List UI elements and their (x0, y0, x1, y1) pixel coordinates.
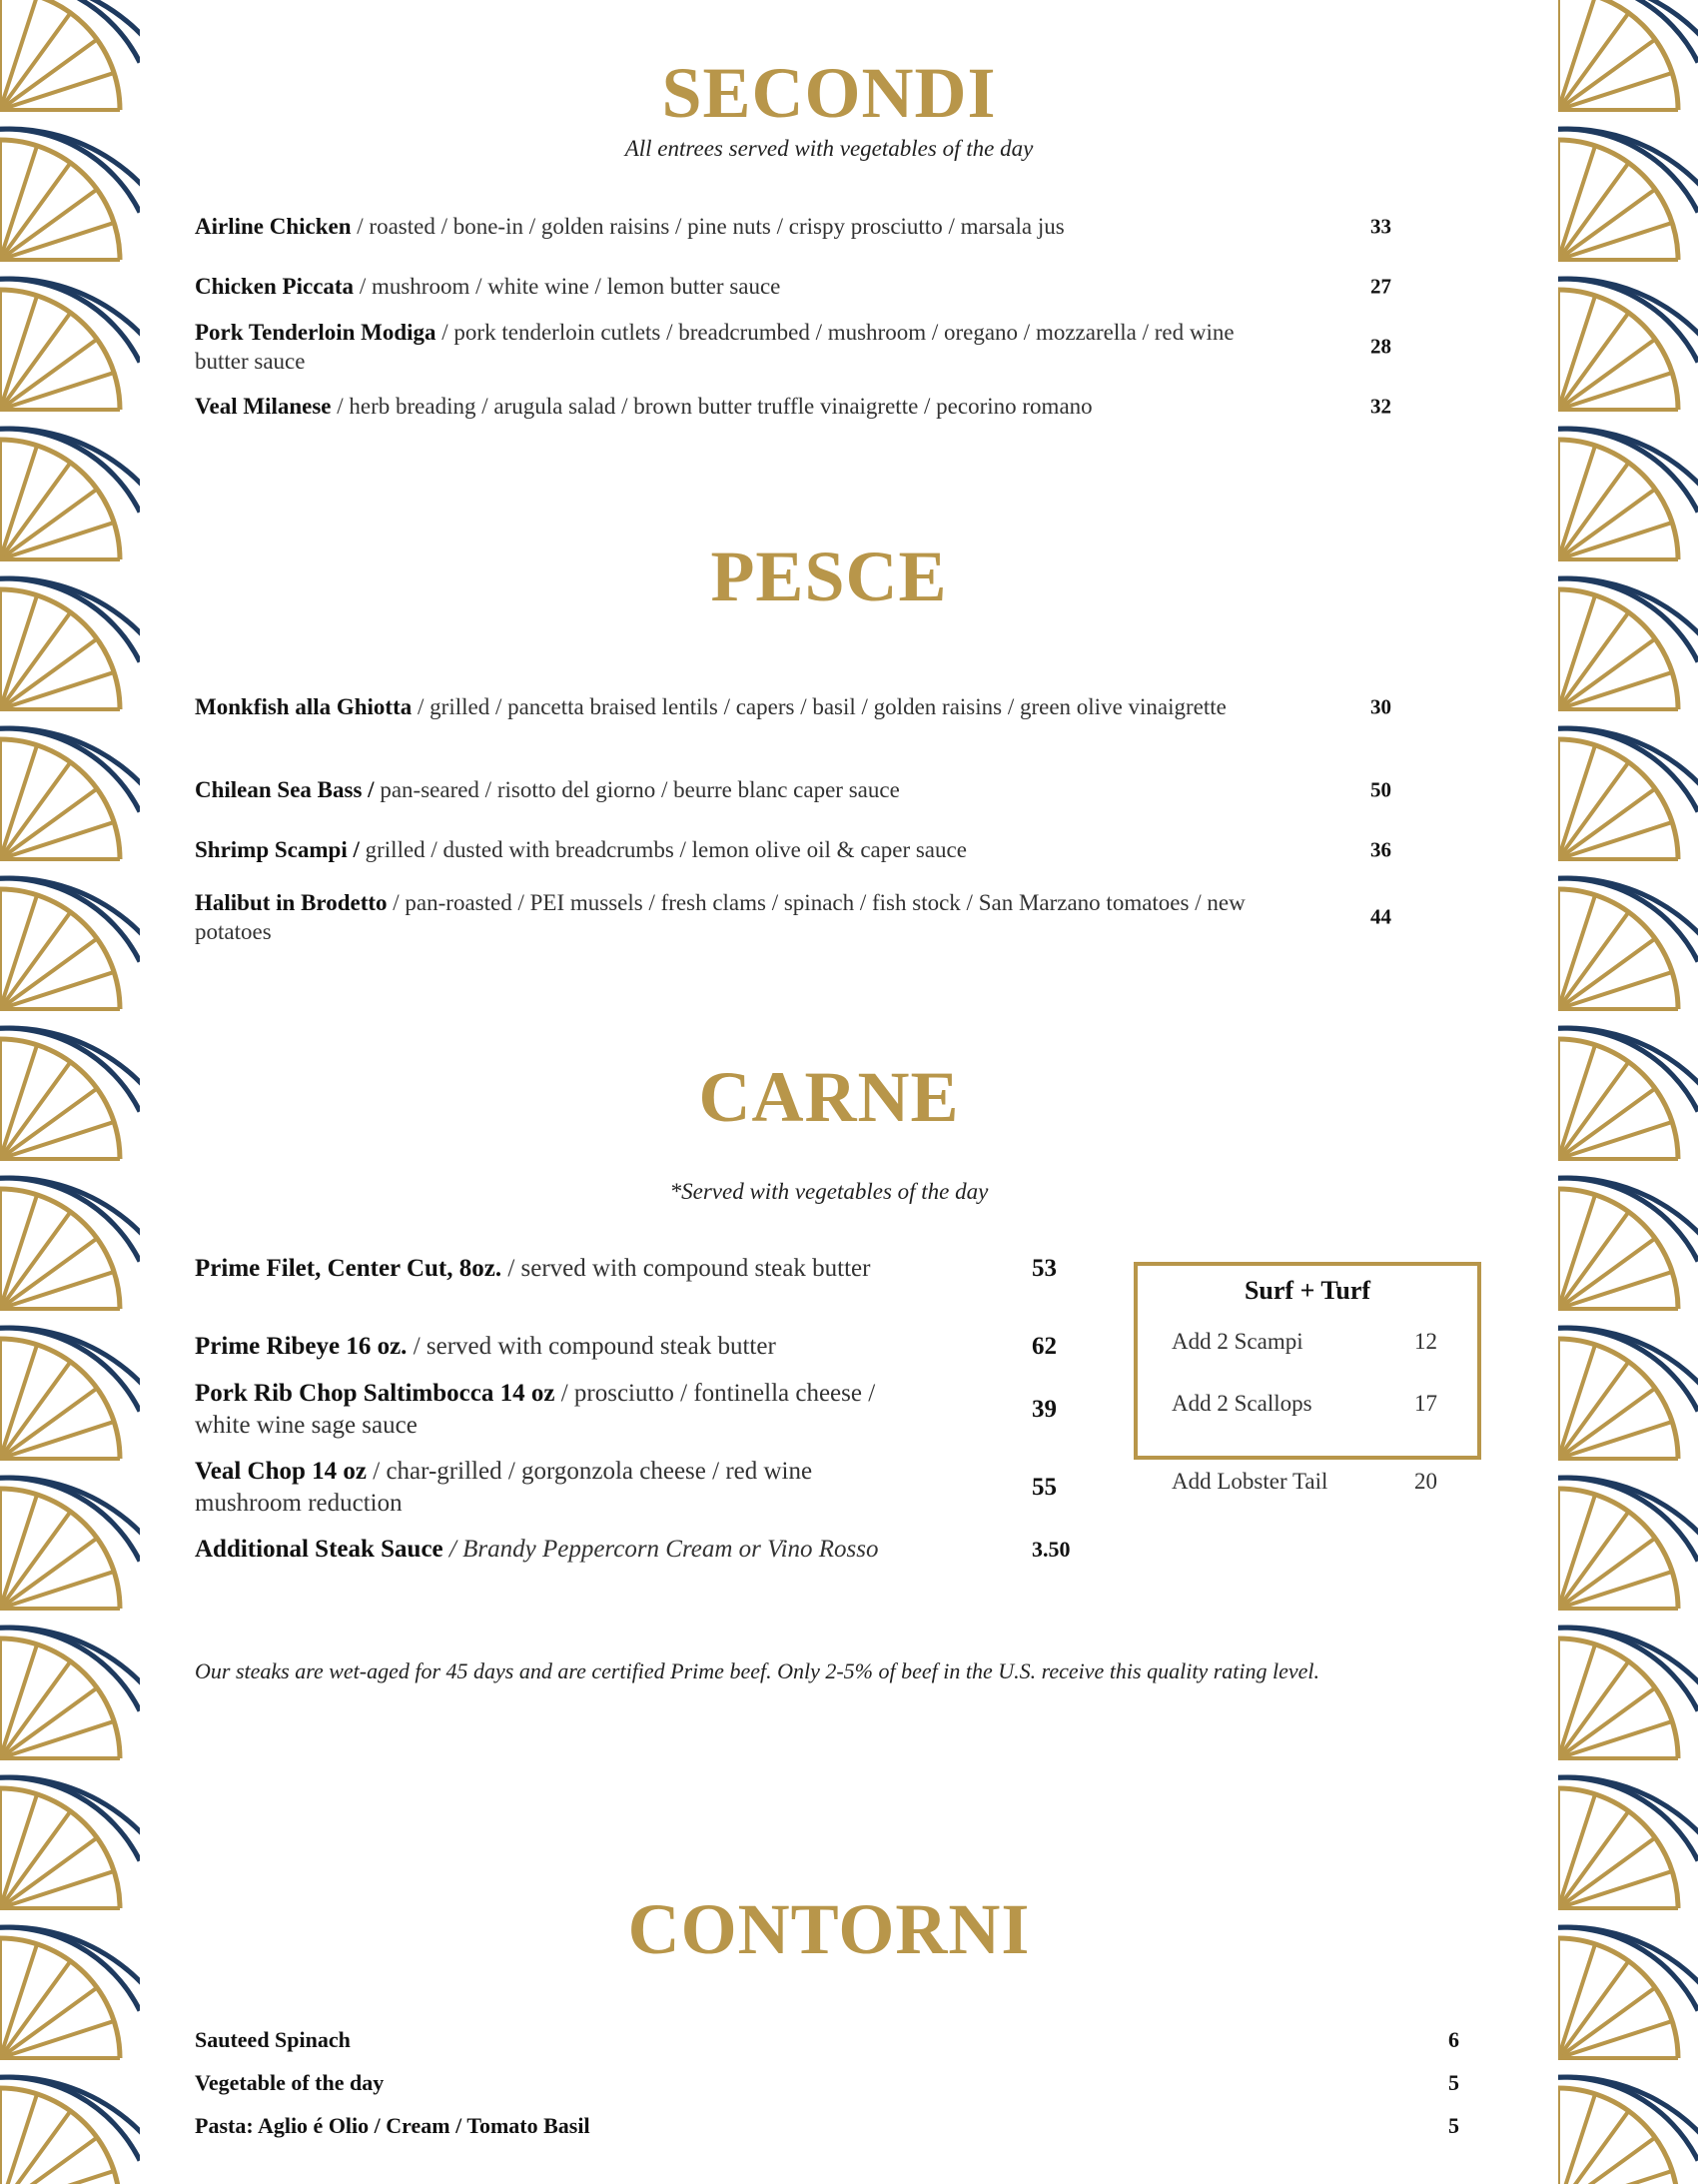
addon-label: Add 2 Scallops (1172, 1391, 1312, 1416)
carne-subtitle: *Served with vegetables of the day (669, 1179, 989, 1204)
menu-item-monkfish (195, 692, 1403, 721)
item-name: Veal Chop 14 oz (195, 1458, 368, 1485)
item-name: Sauteed Spinach (195, 2027, 351, 2052)
menu-item-pork-rib-chop (195, 1378, 1094, 1442)
item-price: 62 (1032, 1333, 1057, 1360)
menu-item-additional-steak-sauce (195, 1534, 1094, 1566)
item-name: Monkfish alla Ghiotta (195, 694, 413, 719)
menu-item-chicken-piccata (195, 272, 1403, 301)
left-decorative-border (0, 0, 140, 2184)
item-description: / prosciutto / fontinella cheese / white wine sage sauce (195, 1380, 876, 1439)
item-price: 36 (1370, 837, 1391, 861)
carne-heading: CARNE (698, 1057, 960, 1137)
item-description: / mushroom / white wine / lemon butter sauce (354, 274, 781, 299)
item-description: / grilled / pancetta braised lentils / capers / basil / golden raisins / green olive vinaigrette (412, 694, 1227, 719)
item-name: Additional Steak Sauce (195, 1536, 443, 1563)
item-price: 39 (1032, 1396, 1057, 1423)
surf-turf-row (1172, 1469, 1461, 1495)
pesce-heading: PESCE (710, 537, 948, 616)
item-price: 55 (1032, 1474, 1057, 1501)
menu-item-airline-chicken (195, 212, 1403, 241)
item-price: 3.50 (1032, 1537, 1071, 1562)
menu-item-pork-tenderloin-modiga (195, 318, 1403, 376)
menu-item-chilean-sea-bass (195, 775, 1403, 804)
item-description: / herb breading / arugula salad / brown butter truffle vinaigrette / pecorino romano (331, 394, 1093, 419)
item-description: / served with compound steak butter (501, 1255, 871, 1282)
item-description: / pork tenderloin cutlets / breadcrumbed / mushroom / oregano / mozzarella / red wine butter sauce (195, 320, 1235, 374)
menu-item-halibut-brodetto (195, 888, 1403, 946)
addon-label: Add Lobster Tail (1172, 1469, 1328, 1494)
item-description: / pan-roasted / PEI mussels / fresh clams / spinach / fish stock / San Marzano tomatoes / new potatoes (195, 890, 1246, 944)
item-name: Vegetable of the day (195, 2070, 385, 2095)
surf-turf-row (1172, 1329, 1461, 1355)
item-description: / served with compound steak butter (407, 1333, 776, 1360)
item-price: 28 (1370, 334, 1391, 359)
item-price: 5 (1448, 2070, 1459, 2095)
contorni-heading: CONTORNI (627, 1889, 1031, 1969)
menu-page (195, 0, 1523, 2184)
fan-pattern-icon (1558, 0, 1698, 2184)
surf-turf-title: Surf + Turf (1244, 1276, 1371, 1305)
item-name: Pasta: Aglio é Olio / Cream / Tomato Basil (195, 2113, 590, 2138)
secondi-subtitle: All entrees served with vegetables of the day (624, 136, 1034, 161)
item-price: 53 (1032, 1255, 1057, 1282)
side-item-pasta (195, 2113, 1463, 2139)
item-description: / char-grilled / gorgonzola cheese / red wine mushroom reduction (195, 1458, 813, 1517)
item-description: / Brandy Peppercorn Cream or Vino Rosso (442, 1536, 879, 1563)
side-item-spinach (195, 2027, 1463, 2053)
item-price: 44 (1370, 904, 1391, 929)
item-name: Prime Ribeye 16 oz. (195, 1333, 408, 1360)
fan-pattern-icon (0, 0, 140, 2184)
item-price: 5 (1448, 2113, 1459, 2138)
item-price: 50 (1370, 777, 1391, 801)
secondi-heading: SECONDI (661, 53, 997, 133)
item-price: 32 (1370, 394, 1391, 418)
addon-price: 20 (1414, 1469, 1437, 1494)
menu-item-prime-filet (195, 1253, 1094, 1285)
menu-item-veal-chop (195, 1456, 1094, 1520)
menu-item-shrimp-scampi (195, 835, 1403, 864)
item-description: grilled / dusted with breadcrumbs / lemon olive oil & caper sauce (359, 837, 967, 862)
side-item-vegetable (195, 2070, 1463, 2096)
item-name: Veal Milanese (195, 394, 332, 419)
item-name: Shrimp Scampi / (195, 837, 360, 862)
surf-turf-box (1134, 1262, 1481, 1494)
menu-item-veal-milanese (195, 392, 1403, 421)
item-price: 30 (1370, 694, 1391, 718)
addon-price: 12 (1414, 1329, 1437, 1354)
item-name: Halibut in Brodetto (195, 890, 388, 915)
item-name: Chicken Piccata (195, 274, 355, 299)
item-price: 6 (1448, 2027, 1459, 2052)
surf-turf-row (1172, 1391, 1461, 1417)
item-description: pan-seared / risotto del giorno / beurre blanc caper sauce (374, 777, 900, 802)
item-name: Pork Tenderloin Modiga (195, 320, 436, 345)
item-name: Airline Chicken (195, 214, 352, 239)
item-price: 27 (1370, 274, 1391, 298)
item-price: 33 (1370, 214, 1391, 238)
item-name: Pork Rib Chop Saltimbocca 14 oz (195, 1380, 555, 1407)
addon-label: Add 2 Scampi (1172, 1329, 1303, 1354)
item-name: Prime Filet, Center Cut, 8oz. (195, 1255, 502, 1282)
steak-footnote: Our steaks are wet-aged for 45 days and are certified Prime beef. Only 2-5% of beef in the U.S. receive this quality rating level. (195, 1658, 1320, 1683)
item-description: / roasted / bone-in / golden raisins / pine nuts / crispy prosciutto / marsala jus (351, 214, 1065, 239)
right-decorative-border (1558, 0, 1698, 2184)
addon-price: 17 (1414, 1391, 1437, 1416)
menu-item-prime-ribeye (195, 1331, 1094, 1363)
item-name: Chilean Sea Bass / (195, 777, 375, 802)
